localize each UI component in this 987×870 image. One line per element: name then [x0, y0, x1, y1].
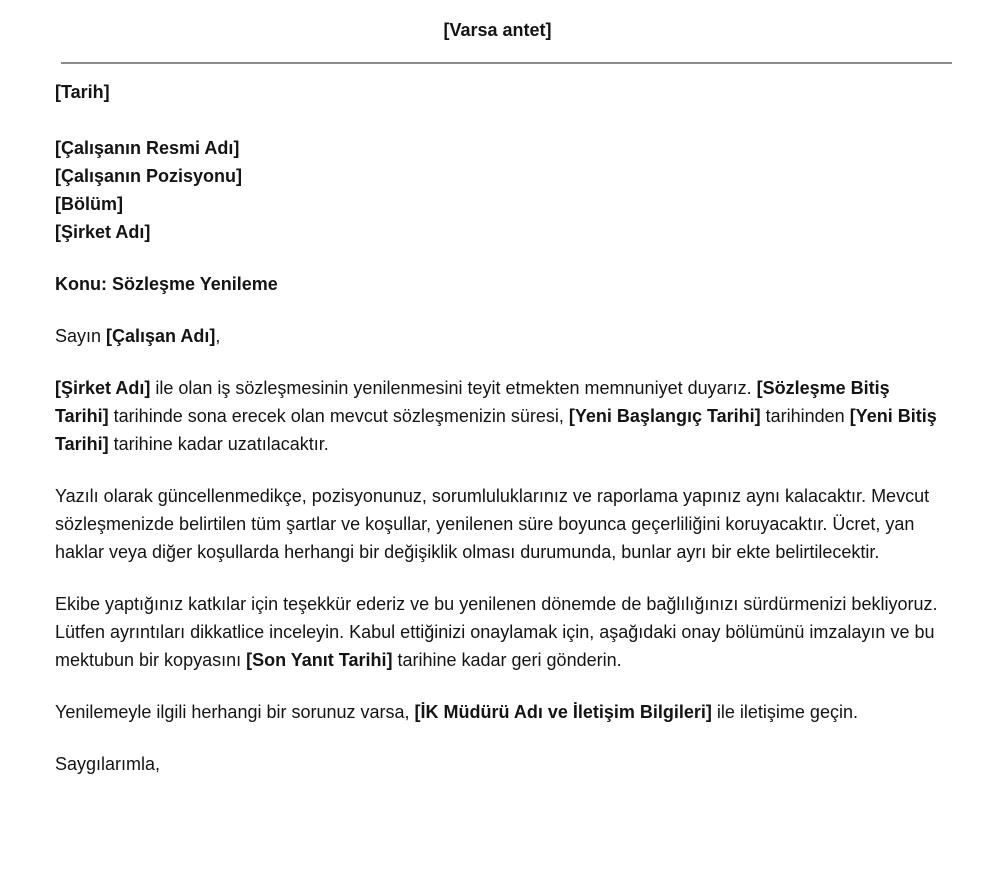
recipient-block: [55, 134, 940, 246]
salutation: Sayın [Çalışan Adı],: [55, 326, 221, 346]
body-paragraph-contact: Yenilemeyle ilgili herhangi bir sorunuz varsa, [İK Müdürü Adı ve İletişim Bilgileri] ile iletişime geçin.: [55, 702, 858, 722]
letterhead-placeholder: [Varsa antet]: [443, 20, 552, 40]
recipient-name: [Çalışanın Resmi Adı]: [55, 138, 240, 158]
recipient-company: [Şirket Adı]: [55, 222, 151, 242]
header-divider: [61, 62, 952, 64]
recipient-position: [Çalışanın Pozisyonu]: [55, 166, 243, 186]
body-paragraph-renewal-confirmation: [Şirket Adı] ile olan iş sözleşmesinin yenilenmesini teyit etmekten memnuniyet duyarız. [Sözleşme Bitiş Tarihi] tarihinde sona erecek olan mevcut sözleşmenizin süresi, [Yeni Başlangıç Tarihi] tarihinden [Yeni Bitiş Tarihi] tarihine kadar uzatılacaktır.: [55, 378, 937, 454]
subject-line: Konu: Sözleşme Yenileme: [55, 274, 278, 294]
body-paragraph-terms: Yazılı olarak güncellenmedikçe, pozisyonunuz, sorumluluklarınız ve raporlama yapınız aynı kalacaktır. Mevcut sözleşmenizde belirtilen tüm şartlar ve koşullar, yenilenen süre boyunca geçerliliğini koruyacaktır. Ücret, yan haklar veya diğer koşullarda herhangi bir değişiklik olması durumunda, bunlar ayrı bir ekte belirtilecektir.: [55, 486, 930, 562]
recipient-department: [Bölüm]: [55, 194, 123, 214]
body-paragraph-appreciation: Ekibe yaptığınız katkılar için teşekkür ederiz ve bu yenilenen dönemde de bağlılığınızı sürdürmenizi bekliyoruz. Lütfen ayrıntıları dikkatlice inceleyin. Kabul ettiğinizi onaylamak için, aşağıdaki onay bölümünü imzalayın ve bu mektubun bir kopyasını [Son Yanıt Tarihi] tarihine kadar geri gönderin.: [55, 594, 938, 670]
closing-line: Saygılarımla,: [55, 754, 161, 774]
date-placeholder: [Tarih]: [55, 82, 110, 102]
